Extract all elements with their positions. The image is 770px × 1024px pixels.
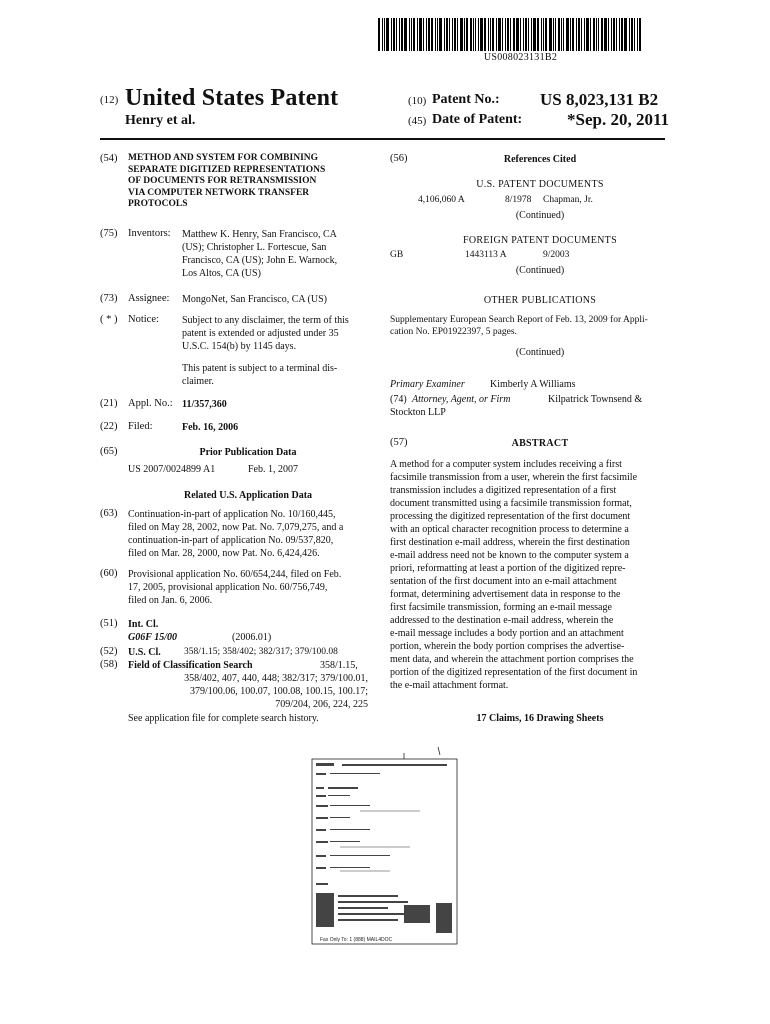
provisional-line: filed on Jan. 6, 2006. xyxy=(128,595,213,606)
related-heading: Related U.S. Application Data xyxy=(183,490,313,501)
filed-date: Feb. 16, 2006 xyxy=(182,422,239,433)
barcode-bar xyxy=(446,18,448,51)
title-line: PROTOCOLS xyxy=(128,199,188,209)
barcode-bar xyxy=(449,18,450,51)
foreign-heading: FOREIGN PATENT DOCUMENTS xyxy=(463,235,617,246)
title-line: OF DOCUMENTS FOR RETRANSMISSION xyxy=(128,176,317,186)
foreign-country: GB xyxy=(390,250,404,260)
barcode-bar xyxy=(563,18,564,51)
kind-label: (12) xyxy=(100,94,119,106)
barcode-bar xyxy=(533,18,536,51)
barcode-bar xyxy=(631,18,633,51)
barcode-bar xyxy=(404,18,407,51)
abstract-line: sentation of the first document into an e-mail attachment xyxy=(390,576,617,587)
abstract-line: ment data, and wherein the attachment portion comprises the xyxy=(390,654,634,665)
patent-date: *Sep. 20, 2011 xyxy=(567,110,670,129)
claims-summary: 17 Claims, 16 Drawing Sheets xyxy=(476,713,604,724)
barcode-bar xyxy=(572,18,574,51)
inventor-line: Matthew K. Henry, San Francisco, CA xyxy=(182,229,337,240)
continued-other: (Continued) xyxy=(515,347,565,358)
intcl-class: G06F 15/00 xyxy=(128,632,177,643)
field-line: 379/100.06, 100.07, 100.08, 100.15, 100.17; xyxy=(189,686,368,697)
barcode-bar xyxy=(525,18,527,51)
barcode-bar xyxy=(566,18,569,51)
notice-text xyxy=(182,314,367,353)
terminal-disclaimer xyxy=(182,362,367,388)
assignee: MongoNet, San Francisco, CA (US) xyxy=(182,294,327,305)
barcode-bar xyxy=(516,18,519,51)
barcode-bar xyxy=(578,18,580,51)
field-label: Field of Classification Search xyxy=(128,660,253,671)
barcode-bar xyxy=(423,18,424,51)
patent-no-label: Patent No.: xyxy=(432,92,500,107)
barcode-bar xyxy=(411,18,412,51)
inventor-line: (US); Christopher L. Fortescue, San xyxy=(182,242,327,253)
notice-label: Notice: xyxy=(128,314,159,325)
barcode-bar xyxy=(523,18,524,51)
barcode-bar xyxy=(428,18,430,51)
abstract-line: transmission includes a digitized representation of a first xyxy=(390,485,617,496)
continued-foreign: (Continued) xyxy=(515,265,565,276)
attorney-name-1: Kilpatrick Townsend & xyxy=(548,394,643,405)
barcode-bar xyxy=(417,18,418,51)
barcode-bar xyxy=(473,18,474,51)
title-code: (54) xyxy=(100,153,118,164)
barcode-bar xyxy=(480,18,483,51)
title-line: VIA COMPUTER NETWORK TRANSFER xyxy=(128,187,310,198)
appl-code: (21) xyxy=(100,398,118,409)
barcode-bar xyxy=(484,18,486,51)
other-publications xyxy=(390,314,665,338)
representative-drawing xyxy=(300,745,470,960)
see-application: See application file for complete search history. xyxy=(128,713,319,724)
abstract-line: with an optical character recognition process to determine a xyxy=(390,524,629,535)
provisional-data xyxy=(128,568,368,607)
title-line: SEPARATE DIGITIZED REPRESENTATIONS xyxy=(128,164,326,175)
abstract-line: portion of the digitized representation of the first document in xyxy=(390,667,638,678)
barcode-bar xyxy=(510,18,511,51)
abstract-line: e-mail address need not be known to the computer system a xyxy=(390,550,629,561)
abstract-line: e-mail message includes a body portion and an attachment xyxy=(390,628,624,639)
header-rule xyxy=(100,138,665,140)
continuation-line: continuation-in-part of application No. 09/537,820, xyxy=(128,535,334,546)
patent-number: US 8,023,131 B2 xyxy=(540,90,659,109)
uscl-value: 358/1.15; 358/402; 382/317; 379/100.08 xyxy=(184,647,338,657)
assignee-code: (73) xyxy=(100,293,118,304)
barcode-bar xyxy=(419,18,422,51)
provisional-line: 17, 2005, provisional application No. 60/756,749, xyxy=(128,582,328,593)
barcode-bar xyxy=(545,18,547,51)
barcode-bar xyxy=(490,18,491,51)
disclaimer-line: This patent is subject to a terminal dis- xyxy=(182,363,338,374)
barcode-bar xyxy=(437,18,438,51)
abstract-code: (57) xyxy=(390,437,408,448)
barcode-bar xyxy=(558,18,560,51)
inventors-code: (75) xyxy=(100,228,118,239)
prior-publication-date: Feb. 1, 2007 xyxy=(248,464,298,475)
barcode-bar xyxy=(553,18,554,51)
disclaimer-line: claimer. xyxy=(182,376,214,387)
abstract-heading: ABSTRACT xyxy=(511,438,569,449)
barcode-bar xyxy=(629,18,630,51)
date-label: Date of Patent: xyxy=(432,112,523,127)
abstract-line: document transmitted using a facsimile transmission format, xyxy=(390,498,632,509)
barcode-bar xyxy=(460,18,463,51)
other-line: Supplementary European Search Report of Feb. 13, 2009 for Appli- xyxy=(390,315,648,325)
barcode-bar xyxy=(549,18,552,51)
barcode-bar xyxy=(637,18,638,51)
barcode-bar xyxy=(439,18,442,51)
attorney-label: Attorney, Agent, or Firm xyxy=(412,394,511,405)
appl-label: Appl. No.: xyxy=(128,398,173,409)
abstract-line: first destination e-mail address, wherein the first destination xyxy=(390,537,630,548)
barcode-bar xyxy=(391,18,392,51)
barcode-bar xyxy=(596,18,597,51)
barcode-bar xyxy=(576,18,577,51)
provisional-line: Provisional application No. 60/654,244, filed on Feb. xyxy=(128,569,342,580)
barcode-bar xyxy=(537,18,539,51)
barcode-bar xyxy=(604,18,607,51)
barcode-bar xyxy=(561,18,562,51)
abstract-line: addressed to the destination e-mail address, wherein the xyxy=(390,615,614,626)
uscl-code: (52) xyxy=(100,646,118,657)
prior-heading: Prior Publication Data xyxy=(199,447,297,458)
barcode-bar xyxy=(598,18,599,51)
abstract-text xyxy=(390,458,662,692)
barcode-bar xyxy=(393,18,395,51)
barcode-bar xyxy=(507,18,509,51)
examiner-name: Kimberly A Williams xyxy=(490,379,576,390)
notice-code: ( * ) xyxy=(100,314,118,325)
barcode-bar xyxy=(452,18,453,51)
us-docs-heading: U.S. PATENT DOCUMENTS xyxy=(476,179,604,190)
field-code: (58) xyxy=(100,659,118,670)
abstract-line: portion, wherein the body portion comprises the advertise- xyxy=(390,641,625,652)
continuation-line: Continuation-in-part of application No. 10/160,445, xyxy=(128,509,336,520)
attorney-name-2: Stockton LLP xyxy=(390,407,446,418)
barcode-bar xyxy=(505,18,506,51)
barcode-bar xyxy=(475,18,476,51)
continuation-code: (63) xyxy=(100,508,118,519)
barcode-bar xyxy=(413,18,415,51)
continuation-line: filed on Mar. 28, 2000, now Pat. No. 6,424,426. xyxy=(128,548,320,559)
intcl-code: (51) xyxy=(100,618,118,629)
uscl-label: U.S. Cl. xyxy=(128,647,161,658)
abstract-line: format, determining advertisement data in response to the xyxy=(390,589,621,600)
document-type: United States Patent xyxy=(125,85,339,111)
barcode-bar xyxy=(584,18,585,51)
inventor-line: Francisco, CA (US); John E. Warnock, xyxy=(182,255,338,266)
abstract-line: A method for a computer system includes receiving a first xyxy=(390,459,622,470)
barcode-bar xyxy=(590,18,591,51)
barcode-bar xyxy=(444,18,445,51)
field-line: 709/204, 206, 224, 225 xyxy=(275,699,368,710)
barcode-bar xyxy=(386,18,389,51)
fax-label: Fax Only To: 1 (888) MAIL4DOC xyxy=(320,937,393,943)
us-doc-name: Chapman, Jr. xyxy=(543,195,593,205)
foreign-date: 9/2003 xyxy=(543,250,570,260)
field-lines xyxy=(148,672,368,711)
barcode xyxy=(378,18,663,51)
inventors xyxy=(182,228,367,280)
intcl-label: Int. Cl. xyxy=(128,619,159,630)
barcode-bar xyxy=(611,18,612,51)
barcode-bar xyxy=(384,18,385,51)
filed-code: (22) xyxy=(100,421,118,432)
us-doc-number: 4,106,060 A xyxy=(418,195,465,205)
barcode-bar xyxy=(464,18,465,51)
barcode-bar xyxy=(399,18,400,51)
field-line: 358/402, 407, 440, 448; 382/317; 379/100.01, xyxy=(184,673,368,684)
abstract-line: the e-mail attachment format. xyxy=(390,680,509,691)
abstract-line: first facsimile transmission, forming an e-mail message xyxy=(390,602,612,613)
assignee-label: Assignee: xyxy=(128,293,170,304)
barcode-bar xyxy=(621,18,623,51)
barcode-bar xyxy=(520,18,521,51)
us-doc-date: 8/1978 xyxy=(505,195,532,205)
other-line: cation No. EP01922397, 5 pages. xyxy=(390,327,517,337)
inventors-label: Inventors: xyxy=(128,228,171,239)
examiner-label: Primary Examiner xyxy=(390,379,465,390)
title-line: METHOD AND SYSTEM FOR COMBINING xyxy=(128,153,319,163)
barcode-bar xyxy=(478,18,479,51)
barcode-bar xyxy=(586,18,589,51)
barcode-bar xyxy=(613,18,615,51)
inventor-line: Los Altos, CA (US) xyxy=(182,268,261,279)
barcode-bar xyxy=(409,18,410,51)
prior-publication: US 2007/0024899 A1 xyxy=(128,464,216,475)
barcode-bar xyxy=(470,18,472,51)
barcode-bar xyxy=(619,18,620,51)
abstract-line: priori, reformatting at least a portion of the digitized repre- xyxy=(390,563,626,574)
barcode-bar xyxy=(634,18,635,51)
patent-no-code: (10) xyxy=(408,95,427,107)
notice-line: patent is extended or adjusted under 35 xyxy=(182,328,339,339)
barcode-bar xyxy=(581,18,582,51)
barcode-bar xyxy=(492,18,494,51)
barcode-bar xyxy=(624,18,627,51)
barcode-bar xyxy=(616,18,617,51)
barcode-number: US008023131B2 xyxy=(483,52,558,63)
appl-number: 11/357,360 xyxy=(182,399,227,410)
intcl-date: (2006.01) xyxy=(232,632,272,643)
invention-title xyxy=(128,153,368,211)
barcode-bar xyxy=(502,18,503,51)
notice-line: Subject to any disclaimer, the term of this xyxy=(182,315,349,326)
refs-heading: References Cited xyxy=(503,154,577,165)
barcode-bar xyxy=(401,18,403,51)
barcode-bar xyxy=(378,18,380,51)
barcode-bar xyxy=(601,18,603,51)
inventor-short: Henry et al. xyxy=(125,113,196,128)
barcode-bar xyxy=(593,18,595,51)
barcode-bar xyxy=(531,18,532,51)
attorney-code: (74) xyxy=(390,394,407,405)
barcode-bar xyxy=(488,18,489,51)
barcode-bar xyxy=(543,18,544,51)
barcode-bar xyxy=(454,18,456,51)
continued-us: (Continued) xyxy=(515,210,565,221)
barcode-bar xyxy=(396,18,397,51)
notice-line: U.S.C. 154(b) by 1145 days. xyxy=(182,341,297,352)
barcode-bar xyxy=(528,18,529,51)
other-heading: OTHER PUBLICATIONS xyxy=(483,295,597,306)
provisional-code: (60) xyxy=(100,568,118,579)
barcode-bar xyxy=(498,18,501,51)
barcode-bar xyxy=(608,18,609,51)
barcode-bar xyxy=(426,18,427,51)
continuation-data xyxy=(128,508,368,560)
barcode-bar xyxy=(435,18,436,51)
barcode-bar xyxy=(570,18,571,51)
barcode-bar xyxy=(541,18,542,51)
filed-label: Filed: xyxy=(128,421,153,432)
prior-code: (65) xyxy=(100,446,118,457)
field-value: 358/1.15, xyxy=(320,660,358,671)
refs-code: (56) xyxy=(390,153,408,164)
abstract-line: processing the digitized representation of the first document xyxy=(390,511,631,522)
barcode-bar xyxy=(555,18,556,51)
barcode-bar xyxy=(496,18,497,51)
barcode-bar xyxy=(382,18,383,51)
continuation-line: filed on May 28, 2002, now Pat. No. 7,079,275, and a xyxy=(128,522,344,533)
date-code: (45) xyxy=(408,115,427,127)
barcode-bar xyxy=(457,18,458,51)
barcode-bar xyxy=(513,18,515,51)
barcode-bar xyxy=(431,18,433,51)
barcode-bar xyxy=(639,18,641,51)
foreign-number: 1443113 A xyxy=(465,250,507,260)
abstract-line: facsimile transmission from a user, wherein the first facsimile xyxy=(390,472,638,483)
barcode-bar xyxy=(466,18,468,51)
